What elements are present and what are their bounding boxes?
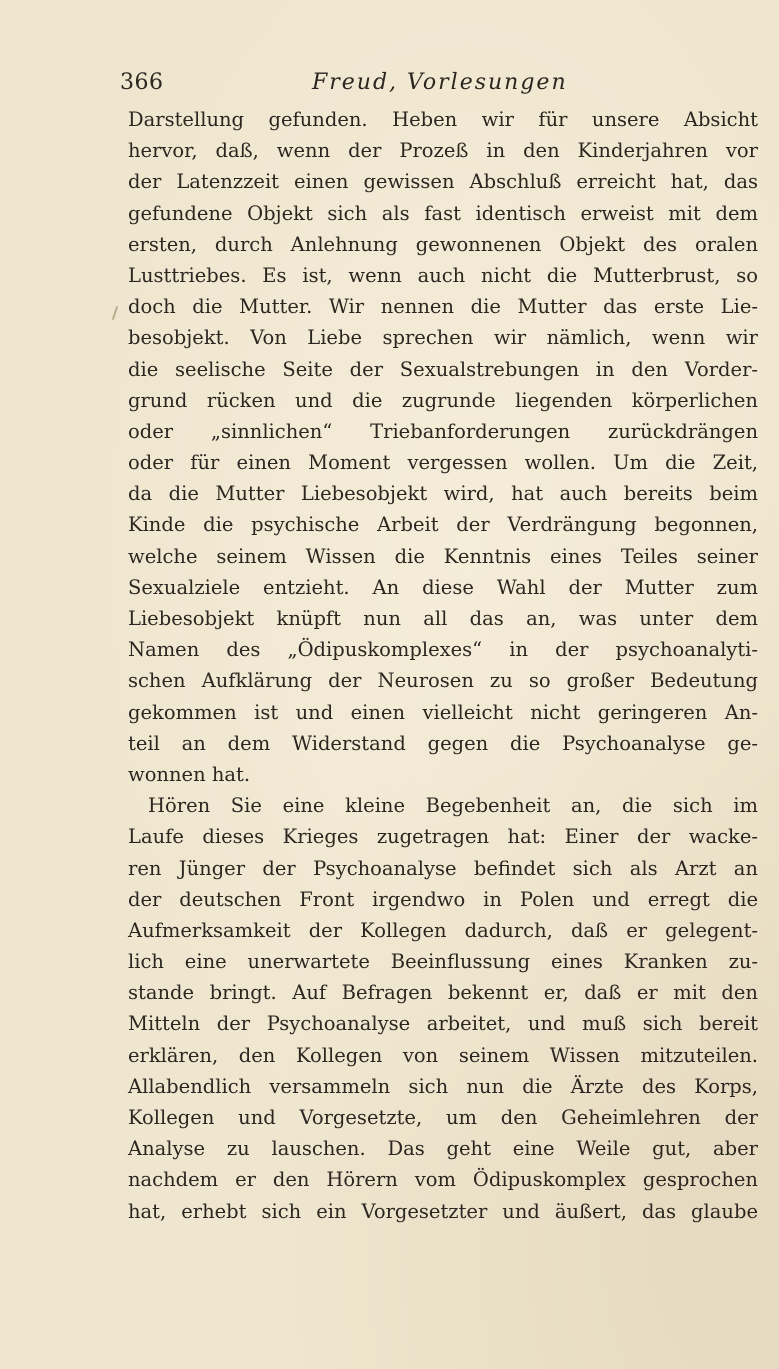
text-line: Namen des „Ödipuskomplexes“ in der psychoanalyti- <box>128 638 758 662</box>
text-line: lich eine unerwartete Beeinflussung eines Kranken zu- <box>128 950 758 974</box>
page-number: 366 <box>120 70 164 95</box>
text-line: Sexualziele entzieht. An diese Wahl der Mutter zum <box>128 575 758 599</box>
text-line: oder für einen Moment vergessen wollen. Um die Zeit, <box>128 451 758 475</box>
text-line: Hören Sie eine kleine Begebenheit an, die sich im <box>148 794 758 818</box>
text-line: erklären, den Kollegen von seinem Wissen mitzuteilen. <box>128 1043 758 1067</box>
text-line: oder „sinnlichen“ Triebanforderungen zurückdrängen <box>128 419 758 443</box>
text-line: schen Aufklärung der Neurosen zu so großer Bedeutung <box>128 669 758 693</box>
text-line: die seelische Seite der Sexualstrebungen in den Vorder- <box>128 357 758 381</box>
text-line: Laufe dieses Krieges zugetragen hat: Einer der wacke- <box>128 825 758 849</box>
text-line: nachdem er den Hörern vom Ödipuskomplex gesprochen <box>128 1168 758 1192</box>
text-line: der Latenzzeit einen gewissen Abschluß erreicht hat, das <box>128 170 758 194</box>
text-line: teil an dem Widerstand gegen die Psychoanalyse ge- <box>128 731 758 755</box>
text-line: Mitteln der Psychoanalyse arbeitet, und muß sich bereit <box>128 1012 758 1036</box>
text-line: ren Jünger der Psychoanalyse befindet sich als Arzt an <box>128 856 758 880</box>
text-line: da die Mutter Liebesobjekt wird, hat auch bereits beim <box>128 482 758 506</box>
pencil-mark <box>112 306 118 320</box>
text-line: der deutschen Front irgendwo in Polen und erregt die <box>128 887 758 911</box>
page-header <box>120 66 770 100</box>
text-line: grund rücken und die zugrunde liegenden körperlichen <box>128 388 758 412</box>
paragraph <box>128 104 758 790</box>
text-line: ersten, durch Anlehnung gewonnenen Objekt des oralen <box>128 232 758 256</box>
text-line: Kinde die psychische Arbeit der Verdrängung begonnen, <box>128 513 758 537</box>
text-line: hat, erhebt sich ein Vorgesetzter und äußert, das glaube <box>128 1199 758 1223</box>
text-line: gefundene Objekt sich als fast identisch erweist mit dem <box>128 201 758 225</box>
text-line: Kollegen und Vorgesetzte, um den Geheimlehren der <box>128 1106 758 1129</box>
text-line: besobjekt. Von Liebe sprechen wir nämlich, wenn wir <box>128 326 758 350</box>
running-head: Freud, Vorlesungen <box>312 70 568 95</box>
text-line: Darstellung gefunden. Heben wir für unsere Absicht <box>128 108 758 131</box>
text-line: stande bringt. Auf Befragen bekennt er, daß er mit den <box>128 981 758 1005</box>
text-line: wonnen hat. <box>128 762 251 786</box>
text-line: Analyse zu lauschen. Das geht eine Weile gut, aber <box>128 1137 758 1161</box>
text-line: welche seinem Wissen die Kenntnis eines Teiles seiner <box>128 544 758 568</box>
text-line: hervor, daß, wenn der Prozeß in den Kinderjahren vor <box>128 139 758 163</box>
text-line: gekommen ist und einen vielleicht nicht geringeren An- <box>128 700 758 724</box>
text-line: Allabendlich versammeln sich nun die Ärzte des Korps, <box>128 1074 758 1098</box>
paragraph <box>128 790 758 1227</box>
text-line: doch die Mutter. Wir nennen die Mutter das erste Lie- <box>128 295 758 319</box>
body-text <box>128 104 758 1227</box>
text-line: Aufmerksamkeit der Kollegen dadurch, daß er gelegent- <box>128 918 758 942</box>
text-line: Liebesobjekt knüpft nun all das an, was unter dem <box>128 607 758 630</box>
text-line: Lusttriebes. Es ist, wenn auch nicht die Mutterbrust, so <box>128 263 758 287</box>
